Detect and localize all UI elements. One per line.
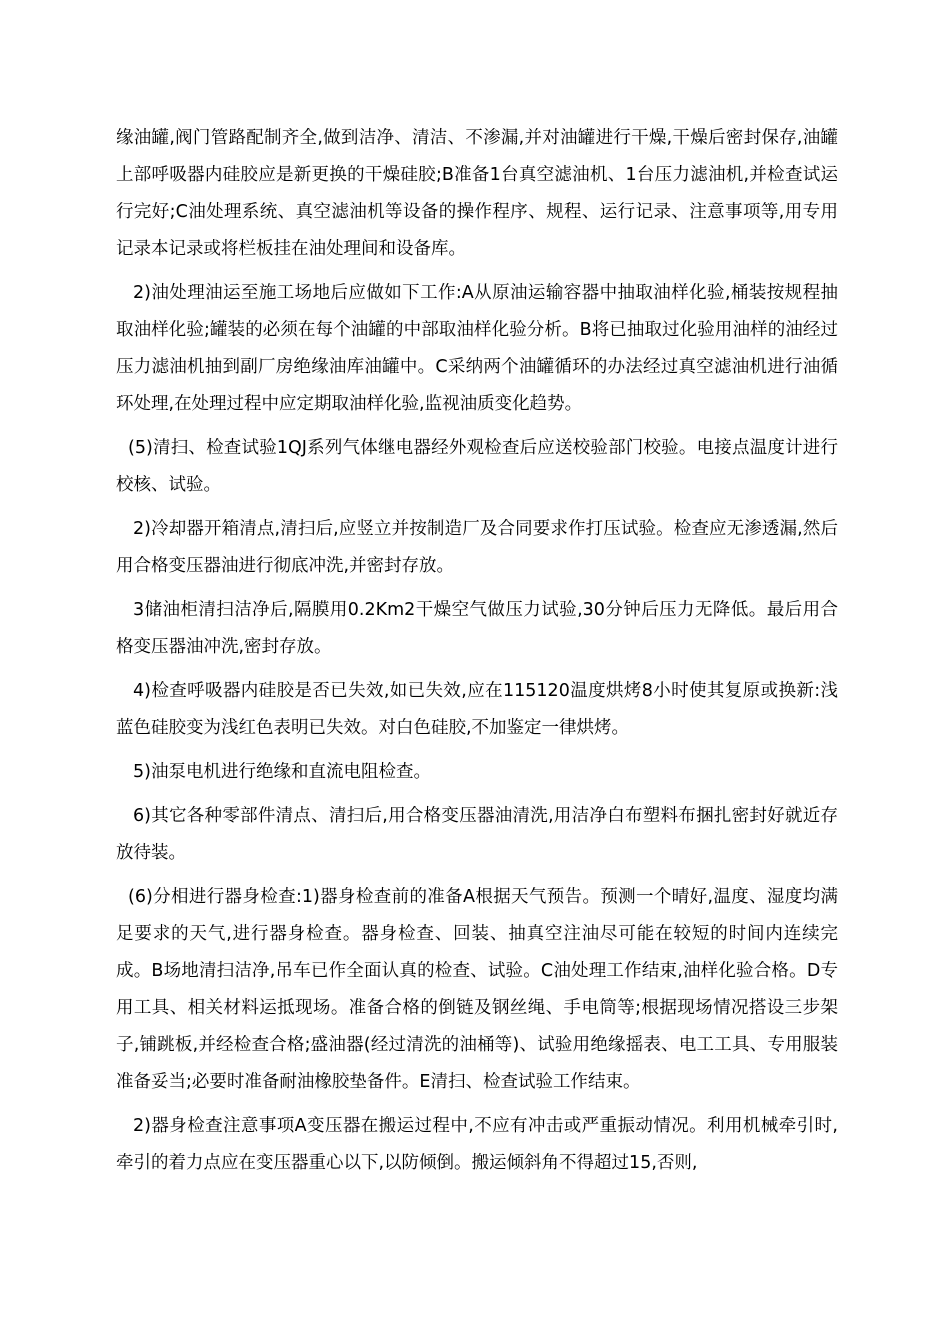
paragraph-oil-arrival: 2)油处理油运至施工场地后应做如下工作:A从原油运输容器中抽取油样化验,桶装按规程抽取油样化验;罐装的必须在每个油罐的中部取油样化验分析。B将已抽取过化验用油样的油经过压力滤油机抽到副厂房绝缘油库油罐中。C采纳两个油罐循环的办法经过真空滤油机进行油循环处理,在处理过程中应定期取油样化验,监视油质变化趋势。	[116, 283, 838, 414]
paragraph-parts-cleaning: 6)其它各种零部件清点、清扫后,用合格变压器油清洗,用洁净白布塑料布捆扎密封好就近存放待装。	[116, 806, 838, 863]
paragraph-cooler-check: 2)冷却器开箱清点,清扫后,应竖立并按制造厂及合同要求作打压试验。检查应无渗透漏,然后用合格变压器油进行彻底冲洗,并密封存放。	[116, 519, 838, 576]
paragraph-core-inspection-prep: (6)分相进行器身检查:1)器身检查前的准备A根据天气预告。预测一个晴好,温度、湿度均满足要求的天气,进行器身检查。器身检查、回装、抽真空注油尽可能在较短的时间内连续完成。B场地清扫洁净,吊车已作全面认真的检查、试验。C油处理工作结束,油样化验合格。D专用工具、相关材料运抵现场。准备合格的倒链及钢丝绳、手电筒等;根据现场情况搭设三步架子,铺跳板,并经检查合格;盛油器(经过清洗的油桶等)、试验用绝缘摇表、电工工具、专用服装准备妥当;必要时准备耐油橡胶垫备件。E清扫、检查试验工作结束。	[116, 887, 838, 1092]
paragraph-breather-silica: 4)检查呼吸器内硅胶是否已失效,如已失效,应在115120温度烘烤8小时使其复原或换新:浅蓝色硅胶变为浅红色表明已失效。对白色硅胶,不加鉴定一律烘烤。	[116, 681, 838, 738]
paragraph-oil-tank-prep: 缘油罐,阀门管路配制齐全,做到洁净、清洁、不渗漏,并对油罐进行干燥,干燥后密封保存,油罐上部呼吸器内硅胶应是新更换的干燥硅胶;B准备1台真空滤油机、1台压力滤油机,并检查试运行完好;C油处理系统、真空滤油机等设备的操作程序、规程、运行记录、注意事项等,用专用记录本记录或将栏板挂在油处理间和设备库。	[116, 128, 838, 259]
document-body	[116, 120, 838, 1189]
paragraph-oil-pump-motor: 5)油泵电机进行绝缘和直流电阻检查。	[133, 762, 431, 782]
paragraph-core-inspection-notes: 2)器身检查注意事项A变压器在搬运过程中,不应有冲击或严重振动情况。利用机械牵引时,牵引的着力点应在变压器重心以下,以防倾倒。搬运倾斜角不得超过15,否则,	[116, 1116, 838, 1173]
paragraph-gas-relay-test: (5)清扫、检查试验1QJ系列气体继电器经外观检查后应送校验部门校验。电接点温度计进行校核、试验。	[116, 438, 838, 495]
paragraph-conservator-clean: 3储油柜清扫洁净后,隔膜用0.2Km2干燥空气做压力试验,30分钟后压力无降低。最后用合格变压器油冲洗,密封存放。	[116, 600, 838, 657]
